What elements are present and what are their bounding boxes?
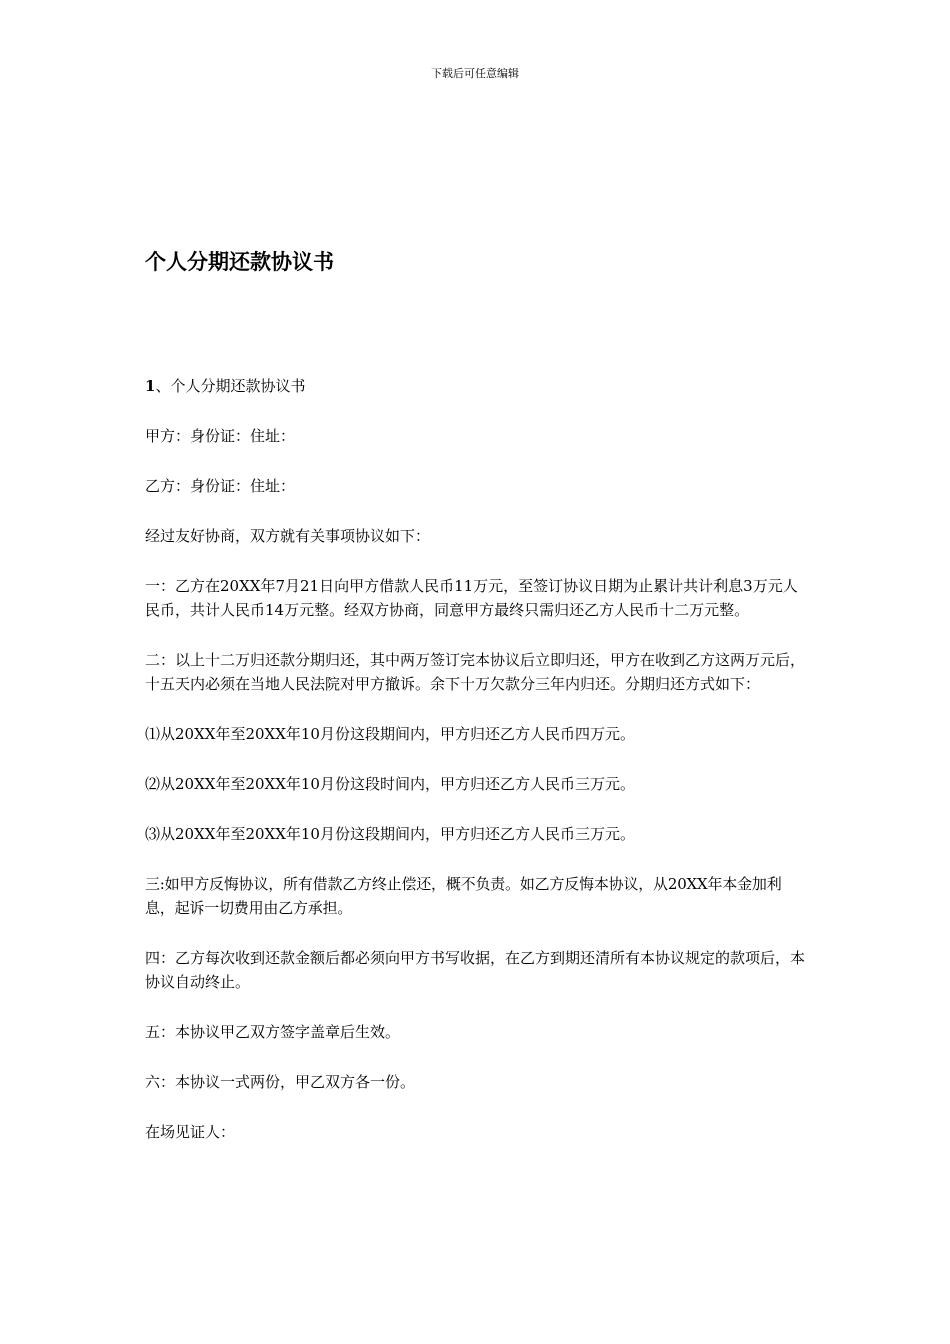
document-body xyxy=(145,374,810,1170)
installment-item-1: ⑴从20XX年至20XX年10月份这段期间内，甲方归还乙方人民币四万元。 xyxy=(145,725,635,743)
section-number: 1 xyxy=(145,377,156,395)
header-note: 下载后可任意编辑 xyxy=(431,67,519,80)
party-b-line: 乙方：身份证：住址： xyxy=(145,477,296,495)
clause-five: 五：本协议甲乙双方签字盖章后生效。 xyxy=(145,1023,401,1041)
installment-item-3: ⑶从20XX年至20XX年10月份这段期间内，甲方归还乙方人民币三万元。 xyxy=(145,825,635,843)
party-a-line: 甲方：身份证：住址： xyxy=(145,427,296,445)
installment-item-2: ⑵从20XX年至20XX年10月份这段时间内，甲方归还乙方人民币三万元。 xyxy=(145,775,635,793)
witness-line: 在场见证人： xyxy=(145,1123,236,1141)
section-title: 、个人分期还款协议书 xyxy=(155,377,306,395)
intro-paragraph: 经过友好协商，双方就有关事项协议如下： xyxy=(145,527,431,545)
clause-three: 三:如甲方反悔协议，所有借款乙方终止偿还，概不负责。如乙方反悔本协议，从20XX年本金加利息，起诉一切费用由乙方承担。 xyxy=(145,875,782,917)
clause-six: 六：本协议一式两份，甲乙双方各一份。 xyxy=(145,1073,416,1091)
clause-two: 二：以上十二万归还款分期归还，其中两万签订完本协议后立即归还，甲方在收到乙方这两万元后，十五天内必须在当地人民法院对甲方撤诉。余下十万欠款分三年内归还。分期归还方式如下： xyxy=(145,651,806,693)
document-title: 个人分期还款协议书 xyxy=(145,249,334,274)
clause-four: 四：乙方每次收到还款金额后都必须向甲方书写收据，在乙方到期还清所有本协议规定的款项后，本协议自动终止。 xyxy=(145,949,806,991)
section-heading xyxy=(145,374,810,398)
clause-one: 一：乙方在20XX年7月21日向甲方借款人民币11万元，至签订协议日期为止累计共计利息3万元人民币，共计人民币14万元整。经双方协商，同意甲方最终只需归还乙方人民币十二万元整。 xyxy=(145,577,798,619)
